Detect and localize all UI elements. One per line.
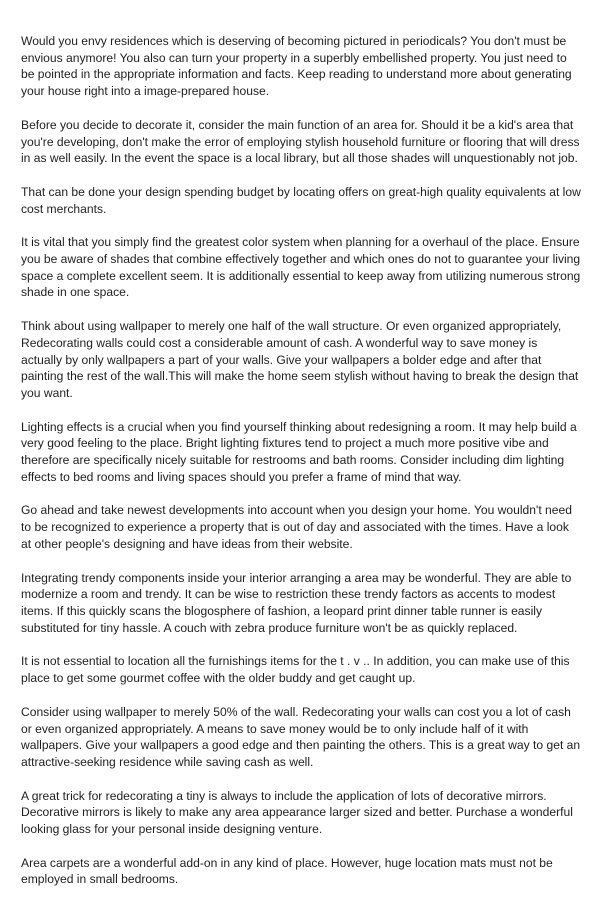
paragraph-6: Lighting effects is a crucial when you find yourself thinking about redesigning a room. It may help build a very good feeling to the place. Bright lighting fixtures tend to project a much more positive vibe and therefore are specifically nicely suitable for restrooms and bath rooms. Consider including dim lighting effects to bed rooms and living spaces should you prefer a frame of mind that way. bbox=[21, 419, 577, 484]
paragraph-3: That can be done your design spending budget by locating offers on great-high quality equivalents at low cost merchants. bbox=[21, 184, 581, 216]
paragraph-11: A great trick for redecorating a tiny is always to include the application of lots of decorative mirrors. Decorative mirrors is likely to make any area appearance larger sized and better. Purchase a wonderful looking glass for your personal inside designing venture. bbox=[21, 788, 573, 837]
document-page bbox=[21, 33, 581, 905]
paragraph-10: Consider using wallpaper to merely 50% of the wall. Redecorating your walls can cost you a lot of cash or even organized appropriately. A means to save money would be to only include half of it with wallpapers. Give your wallpapers a good edge and then painting the others. This is a great way to get an attractive-seeking residence while saving cash as well. bbox=[21, 704, 581, 769]
paragraph-2: Before you decide to decorate it, consider the main function of an area for. Should it be a kid's area that you're developing, don't make the error of employing stylish household furniture or flooring that will dress in as well easily. In the event the space is a local library, but all those shades will unquestionably not job. bbox=[21, 117, 580, 166]
paragraph-7: Go ahead and take newest developments into account when you design your home. You wouldn't need to be recognized to experience a property that is out of day and associated with the times. Have a look at other people's designing and have ideas from their website. bbox=[21, 503, 572, 551]
paragraph-9: It is not essential to location all the furnishings items for the t . v .. In addition, you can make use of this place to get some gourmet coffee with the older buddy and get caught up. bbox=[21, 654, 570, 686]
paragraph-4: It is vital that you simply find the greatest color system when planning for a overhaul of the place. Ensure you be aware of shades that combine effectively together and which ones do not to guarantee your living space a complete excellent seem. It is additionally essential to keep away from utilizing numerous strong shade in one space. bbox=[21, 235, 581, 300]
paragraph-8: Integrating trendy components inside your interior arranging a area may be wonderful. They are able to modernize a room and trendy. It can be wise to restriction these trendy factors as accents to modest items. If this quickly scans the blogosphere of fashion, a leopard print dinner table runner is easily substituted for tiny hassle. A couch with zebra produce furniture won't be as quickly replaced. bbox=[21, 570, 572, 635]
paragraph-5: Think about using wallpaper to merely one half of the wall structure. Or even organized appropriately, Redecorating walls could cost a considerable amount of cash. A wonderful way to save money is actually by only wallpapers a part of your walls. Give your wallpapers a bolder edge and after that painting the rest of the wall.This will make the home seem stylish without having to break the design that you want. bbox=[21, 319, 579, 400]
paragraph-1: Would you envy residences which is deserving of becoming pictured in periodicals? You don't must be envious anymore! You also can turn your property in a superbly embellished property. You just need to be pointed in the appropriate information and facts. Keep reading to understand more about generating your house right into a image-prepared house. bbox=[21, 34, 572, 99]
paragraph-12: Area carpets are a wonderful add-on in any kind of place. However, huge location mats must not be employed in small bedrooms. bbox=[21, 855, 553, 887]
